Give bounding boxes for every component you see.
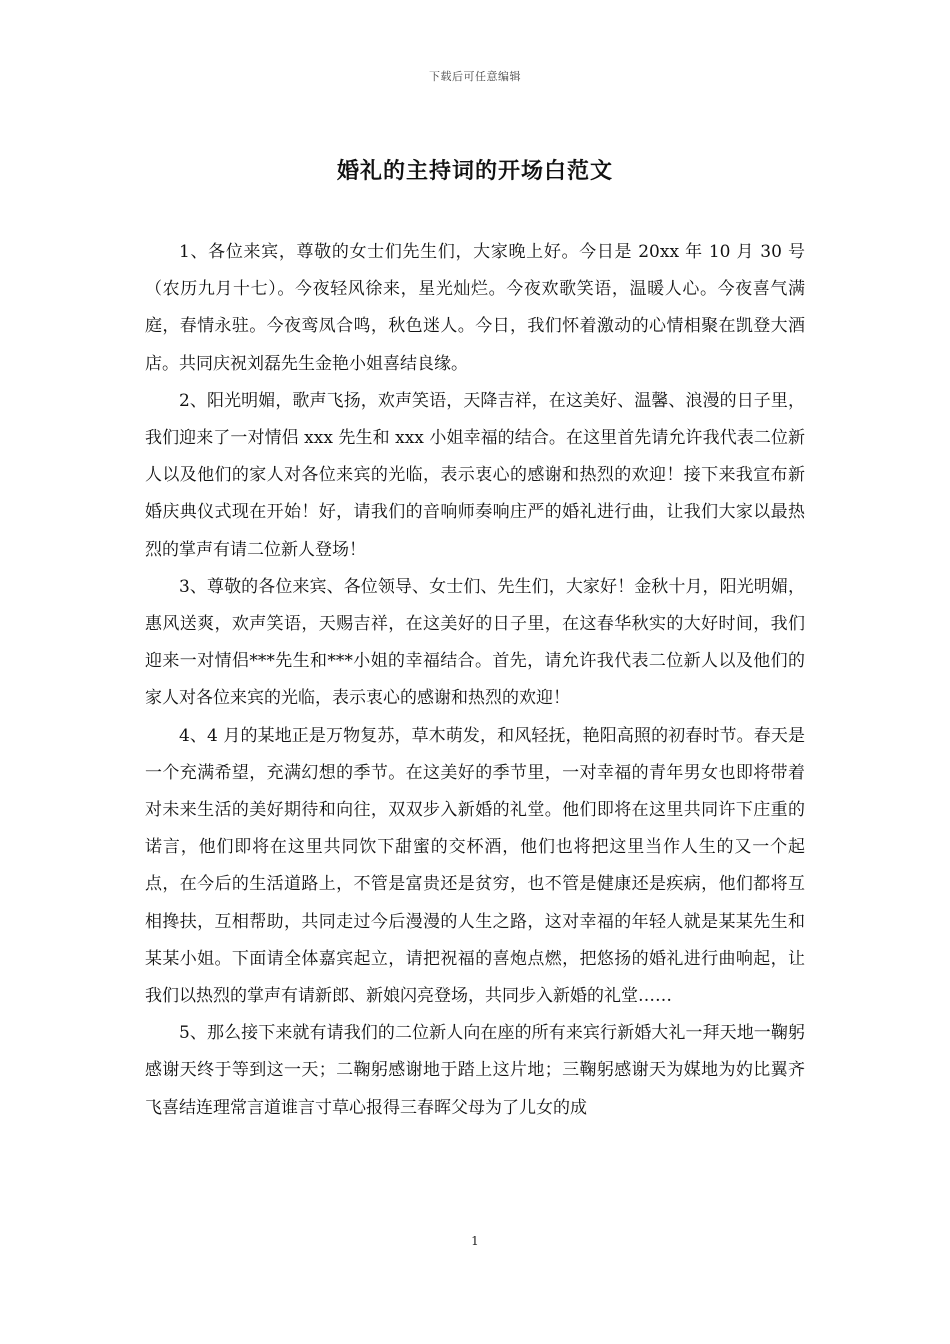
paragraph-1: 1、各位来宾，尊敬的女士们先生们，大家晚上好。今日是 20xx 年 10 月 30 号（农历九月十七）。今夜轻风徐来，星光灿烂。今夜欢歌笑语，温暖人心。今夜喜气满庭，春情永驻。今夜鸾凤合鸣，秋色迷人。今日，我们怀着激动的心情相聚在凯登大酒店。共同庆祝刘磊先生金艳小姐喜结良缘。 — [145, 242, 805, 374]
paragraph-4: 4、4 月的某地正是万物复苏，草木萌发，和风轻抚，艳阳高照的初春时节。春天是一个充满希望，充满幻想的季节。在这美好的季节里，一对幸福的青年男女也即将带着对未来生活的美好期待和向往，双双步入新婚的礼堂。他们即将在这里共同许下庄重的诺言，他们即将在这里共同饮下甜蜜的交杯酒，他们也将把这里当作人生的又一个起点，在今后的生活道路上，不管是富贵还是贫穷，也不管是健康还是疾病，他们都将互相搀扶，互相帮助，共同走过今后漫漫的人生之路，这对幸福的年轻人就是某某先生和某某小姐。下面请全体嘉宾起立，请把祝福的喜炮点燃，把悠扬的婚礼进行曲响起，让我们以热烈的掌声有请新郎、新娘闪亮登场，共同步入新婚的礼堂…… — [145, 725, 805, 1007]
paragraph-2: 2、阳光明媚，歌声飞扬，欢声笑语，天降吉祥，在这美好、温馨、浪漫的日子里，我们迎来了一对情侣 xxx 先生和 xxx 小姐幸福的结合。在这里首先请允许我代表二位新人以及他们的家人对各位来宾的光临，表示衷心的感谢和热烈的欢迎！接下来我宣布新婚庆典仪式现在开始！好，请我们的音响师奏响庄严的婚礼进行曲，让我们大家以最热烈的掌声有请二位新人登场！ — [145, 390, 805, 560]
page-number: 1 — [471, 1234, 479, 1248]
paragraph-5: 5、那么接下来就有请我们的二位新人向在座的所有来宾行新婚大礼一拜天地一鞠躬感谢天终于等到这一天；二鞠躬感谢地于踏上这片地；三鞠躬感谢天为媒地为妁比翼齐飞喜结连理常言道谁言寸草心报得三春晖父母为了儿女的成 — [145, 1023, 805, 1118]
document-title: 婚礼的主持词的开场白范文 — [336, 158, 613, 184]
paragraph-3: 3、尊敬的各位来宾、各位领导、女士们、先生们，大家好！金秋十月，阳光明媚，惠风送爽，欢声笑语，天赐吉祥，在这美好的日子里，在这春华秋实的大好时间，我们迎来一对情侣***先生和***小姐的幸福结合。首先，请允许我代表二位新人以及他们的家人对各位来宾的光临，表示衷心的感谢和热烈的欢迎！ — [145, 576, 805, 709]
document-body — [145, 234, 805, 1127]
header-note: 下载后可任意编辑 — [429, 70, 521, 83]
